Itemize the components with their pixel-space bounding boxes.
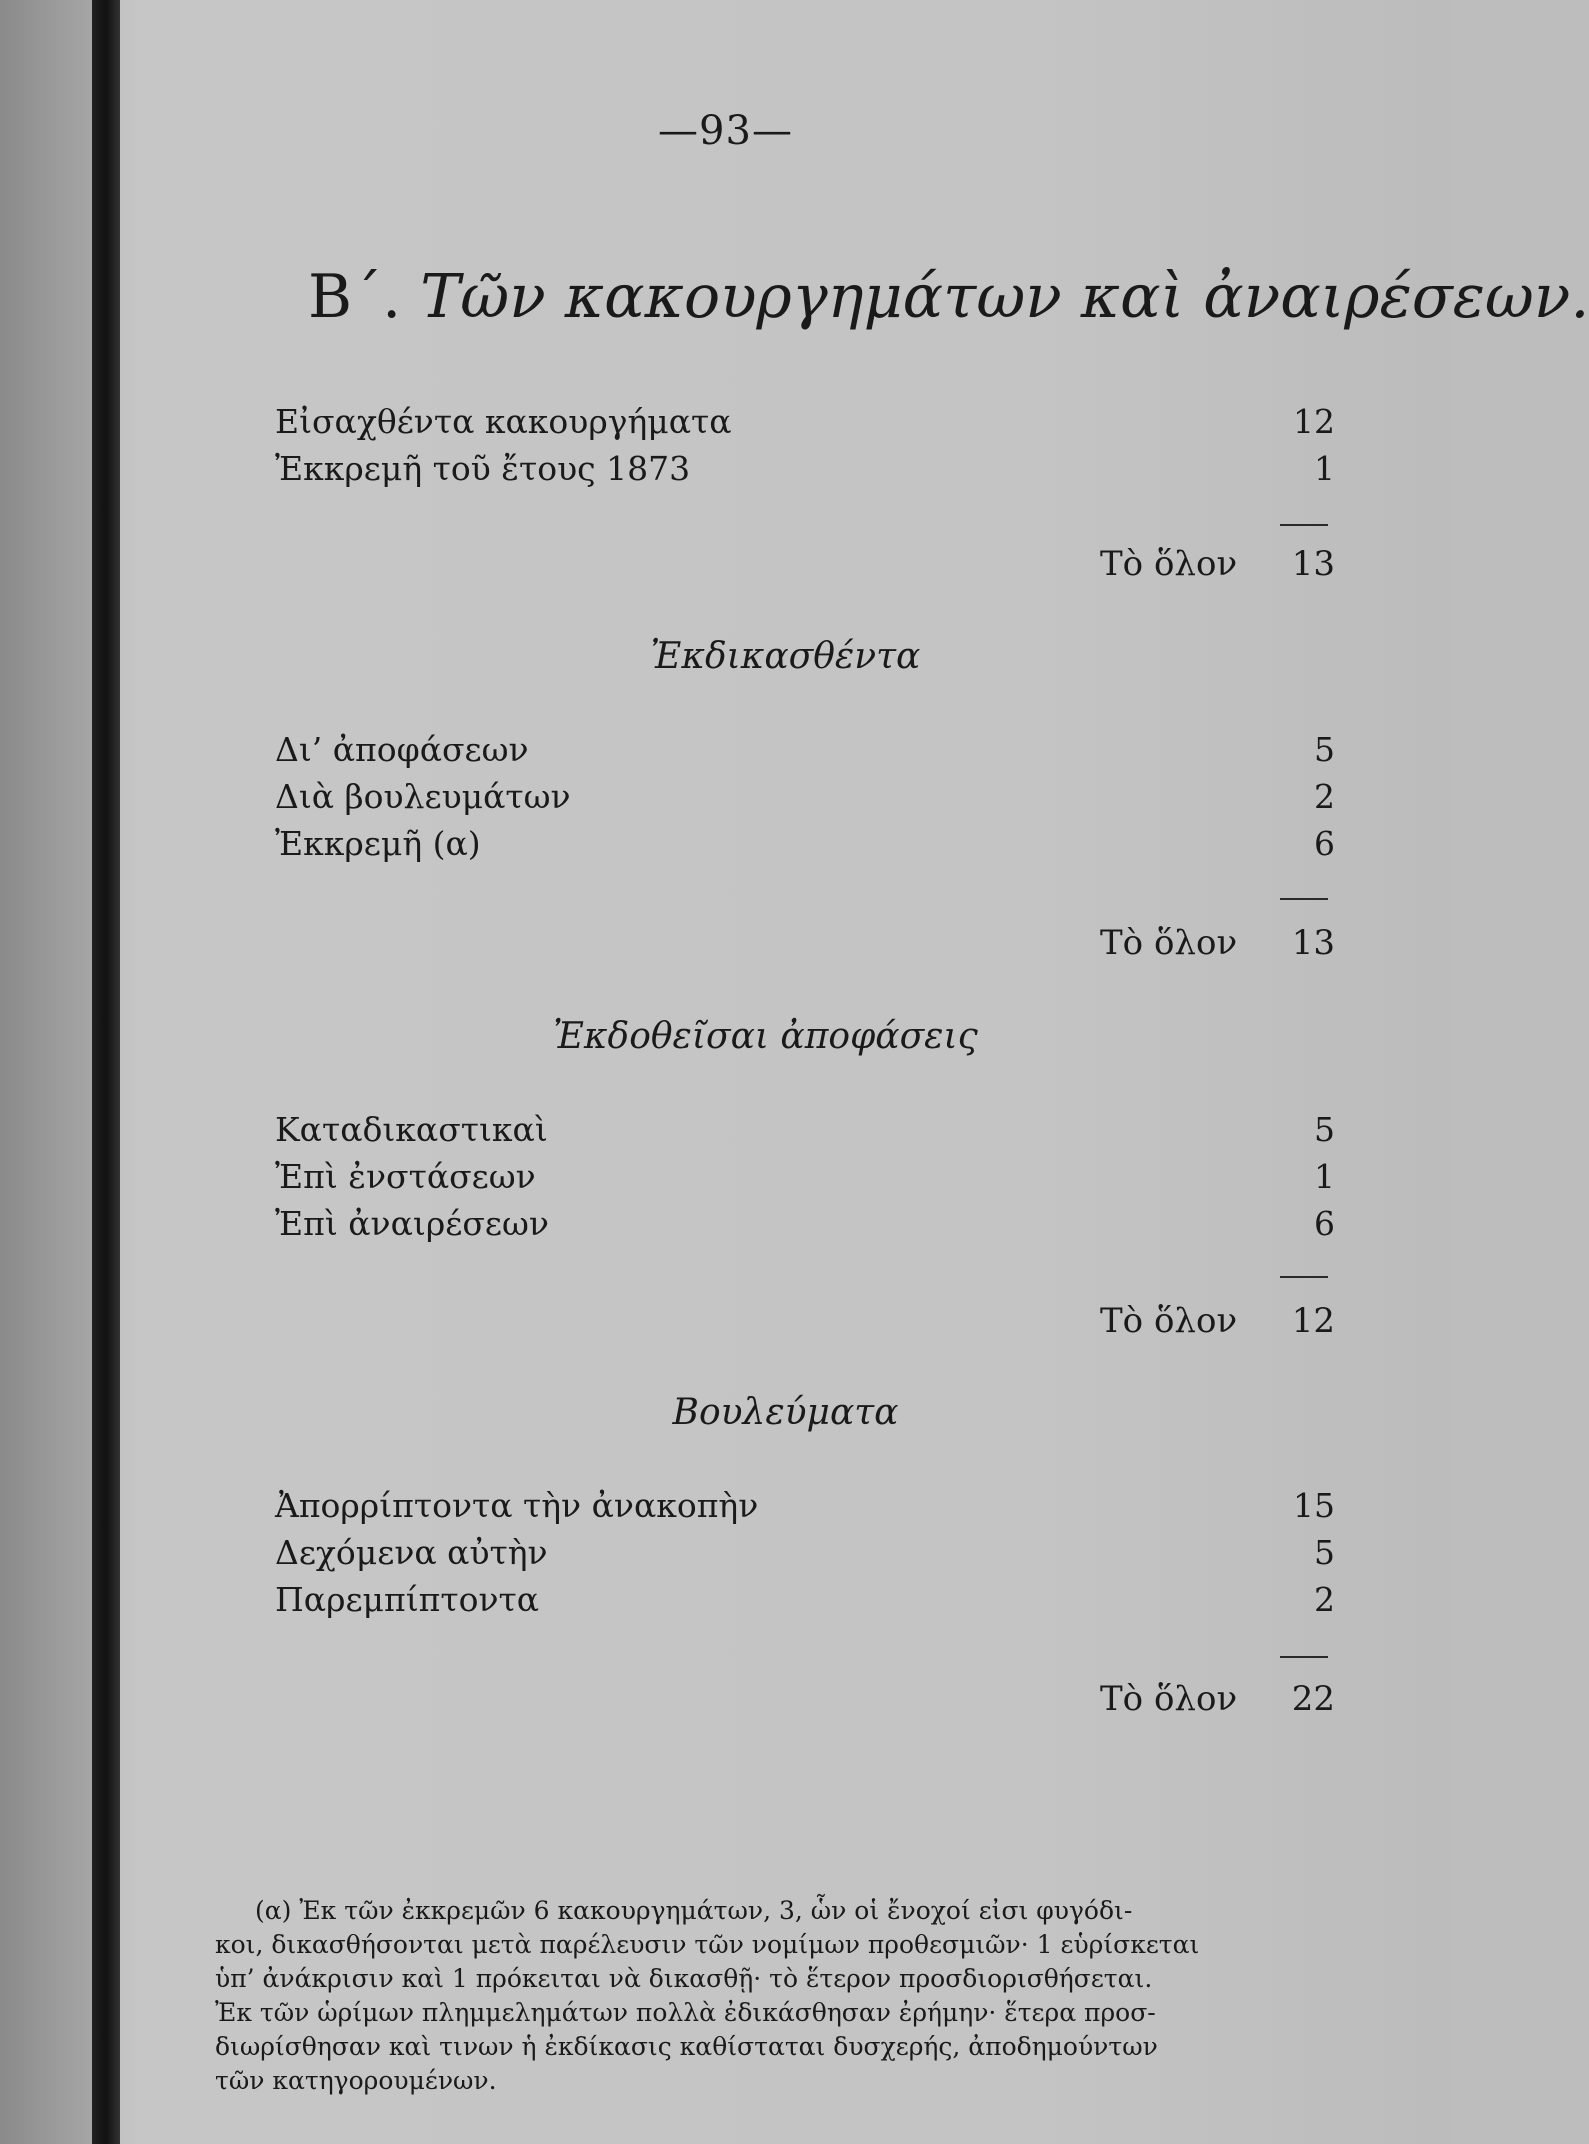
sum-rule xyxy=(1280,524,1328,526)
total-value: 22 xyxy=(1291,1679,1335,1719)
total-row xyxy=(1080,1298,1335,1344)
heading-text: Τῶν κακουργημάτων καὶ ἀναιρέσεων. xyxy=(420,262,1589,332)
table-row xyxy=(275,728,1335,772)
total-row xyxy=(1080,920,1335,966)
row-label: Καταδικαστικαὶ xyxy=(275,1110,548,1149)
table-row xyxy=(275,1531,1335,1575)
table-row xyxy=(275,1108,1335,1152)
total-row xyxy=(1080,1676,1335,1722)
footnote-line: Ἐκ τῶν ὡρίμων πλημμελημάτων πολλὰ ἐδικάσθησαν ἐρήμην· ἕτερα προσ- xyxy=(215,1998,1156,2027)
footnote-line: ὑπ’ ἀνάκρισιν καὶ 1 πρόκειται νὰ δικασθῇ· τὸ ἕτερον προσδιορισθήσεται. xyxy=(215,1964,1153,1993)
row-value: 5 xyxy=(1314,1110,1335,1149)
row-value: 6 xyxy=(1314,824,1335,863)
subsection-title: Ἐκδικασθέντα xyxy=(650,636,921,677)
table-row xyxy=(275,1484,1335,1528)
row-label: Ἐκκρεμῆ τοῦ ἔτους 1873 xyxy=(275,449,691,488)
row-label: Ἀπορρίπτοντα τὴν ἀνακοπὴν xyxy=(275,1486,759,1525)
row-value: 1 xyxy=(1314,449,1335,488)
table-row xyxy=(275,1578,1335,1622)
total-row xyxy=(1080,541,1335,587)
page-number: —93— xyxy=(658,108,793,154)
row-label: Διὰ βουλευμάτων xyxy=(275,777,571,816)
section-heading xyxy=(308,262,1589,332)
total-label: Τὸ ὅλον xyxy=(1100,923,1238,963)
row-value: 2 xyxy=(1314,777,1335,816)
row-label: Δι’ ἀποφάσεων xyxy=(275,730,529,769)
table-row xyxy=(275,1155,1335,1199)
row-value: 15 xyxy=(1293,1486,1335,1525)
sum-rule xyxy=(1280,1276,1328,1278)
total-value: 12 xyxy=(1291,1301,1335,1341)
row-value: 1 xyxy=(1314,1157,1335,1196)
total-label: Τὸ ὅλον xyxy=(1100,1679,1238,1719)
total-value: 13 xyxy=(1291,923,1335,963)
row-label: Ἐκκρεμῆ (α) xyxy=(275,824,481,863)
total-value: 13 xyxy=(1291,544,1335,584)
subsection-title: Βουλεύματα xyxy=(672,1392,899,1433)
total-label: Τὸ ὅλον xyxy=(1100,544,1238,584)
total-label: Τὸ ὅλον xyxy=(1100,1301,1238,1341)
row-label: Ἐπὶ ἐνστάσεων xyxy=(275,1157,536,1196)
footnote-line: διωρίσθησαν καὶ τινων ἡ ἐκδίκασις καθίσταται δυσχερής, ἀποδημούντων xyxy=(215,2032,1158,2061)
footnote-line: κοι, δικασθήσονται μετὰ παρέλευσιν τῶν νομίμων προθεσμιῶν· 1 εὑρίσκεται xyxy=(215,1930,1200,1959)
table-row xyxy=(275,775,1335,819)
row-value: 12 xyxy=(1293,402,1335,441)
binding-shadow xyxy=(0,0,92,2144)
binding-edge xyxy=(92,0,120,2144)
row-value: 5 xyxy=(1314,1533,1335,1572)
table-row xyxy=(275,1202,1335,1246)
heading-letter: B΄. xyxy=(308,262,402,332)
row-label: Παρεμπίπτοντα xyxy=(275,1580,540,1619)
footnote-line: (α) Ἐκ τῶν ἐκκρεμῶν 6 κακουργημάτων, 3, ὧν οἱ ἔνοχοί εἰσι φυγόδι- xyxy=(255,1896,1133,1925)
row-value: 6 xyxy=(1314,1204,1335,1243)
table-row xyxy=(275,400,1335,444)
row-value: 2 xyxy=(1314,1580,1335,1619)
row-value: 5 xyxy=(1314,730,1335,769)
row-label: Δεχόμενα αὐτὴν xyxy=(275,1533,548,1572)
sum-rule xyxy=(1280,1656,1328,1658)
sum-rule xyxy=(1280,898,1328,900)
subsection-title: Ἐκδοθεῖσαι ἀποφάσεις xyxy=(553,1016,978,1057)
table-row xyxy=(275,447,1335,491)
footnote-line: τῶν κατηγορουμένων. xyxy=(215,2066,497,2095)
table-row xyxy=(275,822,1335,866)
row-label: Εἰσαχθέντα κακουργήματα xyxy=(275,402,732,441)
row-label: Ἐπὶ ἀναιρέσεων xyxy=(275,1204,549,1243)
